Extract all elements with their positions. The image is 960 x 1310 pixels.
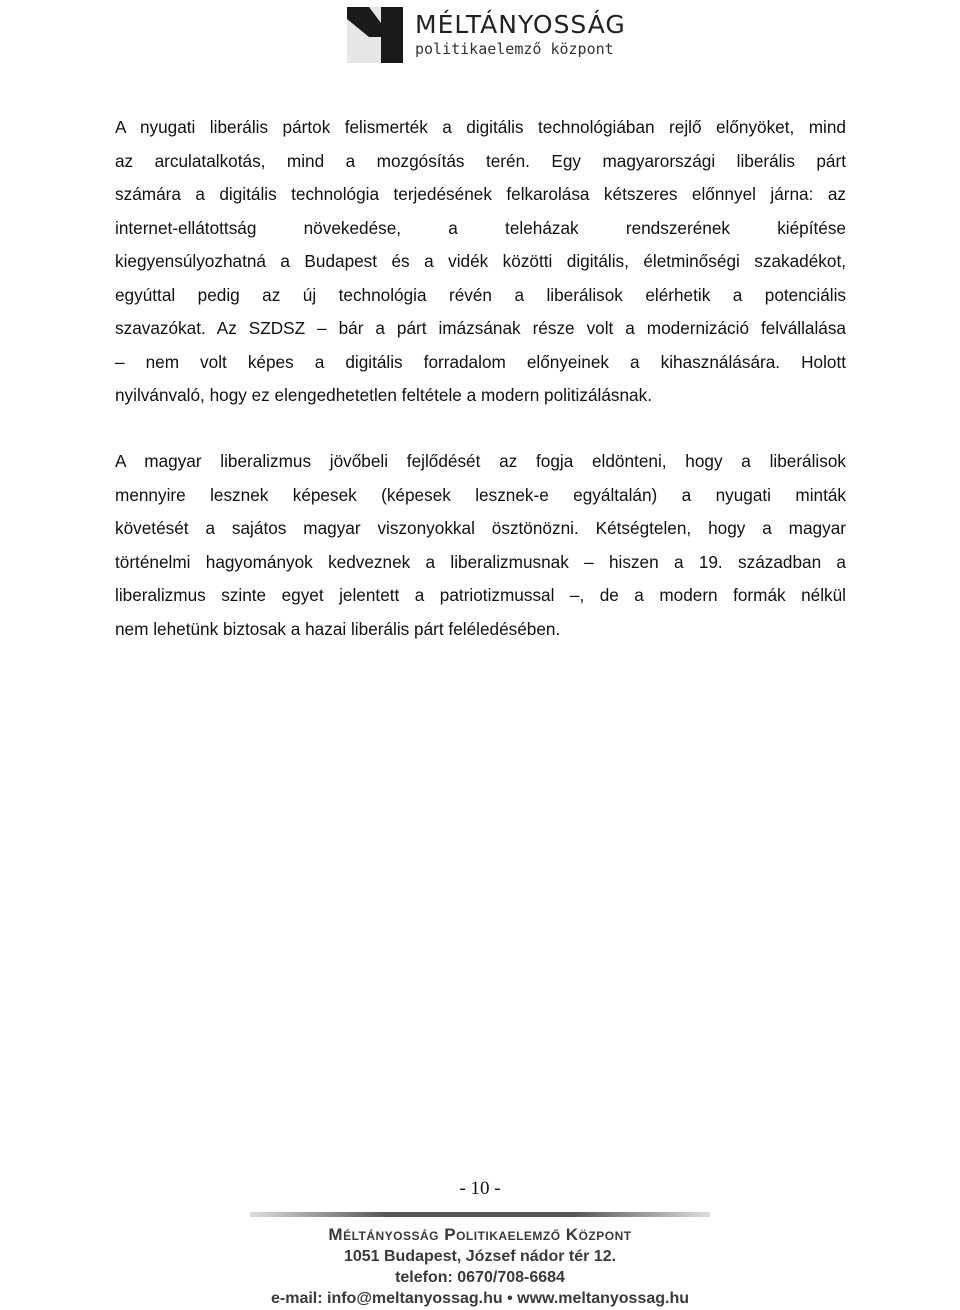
- page-number: - 10 -: [459, 1178, 501, 1199]
- logo-subtitle: politikaelemző központ: [415, 40, 614, 58]
- text-line: számára a digitális technológia terjedésének felkarolása kétszeres előnnyel járna: az: [115, 184, 846, 204]
- footer: [0, 1224, 960, 1309]
- text-line: kiegyensúlyozhatná a Budapest és a vidék közötti digitális, életminőségi szakadékot,: [115, 251, 846, 271]
- text-line: liberalizmus szinte egyet jelentett a patriotizmussal –, de a modern formák nélkül: [115, 585, 846, 605]
- footer-address: 1051 Budapest, József nádor tér 12.: [343, 1248, 617, 1265]
- text-line: A magyar liberalizmus jövőbeli fejlődését az fogja eldönteni, hogy a liberálisok: [115, 451, 846, 471]
- paragraph-2: [115, 445, 846, 646]
- text-line: mennyire lesznek képesek (képesek lesznek-e egyáltalán) a nyugati minták: [115, 484, 846, 505]
- text-line: egyúttal pedig az új technológia révén a liberálisok elérhetik a potenciális: [115, 284, 846, 305]
- footer-divider: [250, 1212, 710, 1217]
- text-line: követését a sajátos magyar viszonyokkal ösztönözni. Kétségtelen, hogy a magyar: [115, 518, 846, 538]
- text-line: nyilvánvaló, hogy ez elengedhetetlen feltétele a modern politizálásnak.: [115, 385, 652, 405]
- text-line: nem lehetünk biztosak a hazai liberális párt feléledésében.: [115, 618, 561, 639]
- text-line: – nem volt képes a digitális forradalom előnyeinek a kihasználására. Holott: [115, 351, 846, 372]
- text-line: az arculatalkotás, mind a mozgósítás terén. Egy magyarországi liberális párt: [115, 150, 846, 171]
- footer-title: Méltányosság Politikaelemző Központ: [328, 1225, 632, 1244]
- text-line: történelmi hagyományok kedveznek a liberalizmusnak – hiszen a 19. században a: [115, 551, 846, 572]
- text-line: internet-ellátottság növekedése, a teleházak rendszerének kiépítése: [115, 217, 846, 238]
- logo-title: MÉLTÁNYOSSÁG: [415, 10, 626, 39]
- footer-contact: e-mail: info@meltanyossag.hu • www.meltanyossag.hu: [270, 1290, 690, 1307]
- footer-phone: telefon: 0670/708-6684: [395, 1269, 565, 1286]
- text-line: szavazókat. Az SZDSZ – bár a párt imázsának része volt a modernizáció felvállalása: [115, 318, 846, 338]
- paragraph-1: [115, 111, 846, 413]
- header-logo: [347, 6, 626, 64]
- text-line: A nyugati liberális pártok felismerték a digitális technológiában rejlő előnyöket, mind: [115, 117, 846, 137]
- logo-m-icon: [347, 7, 403, 63]
